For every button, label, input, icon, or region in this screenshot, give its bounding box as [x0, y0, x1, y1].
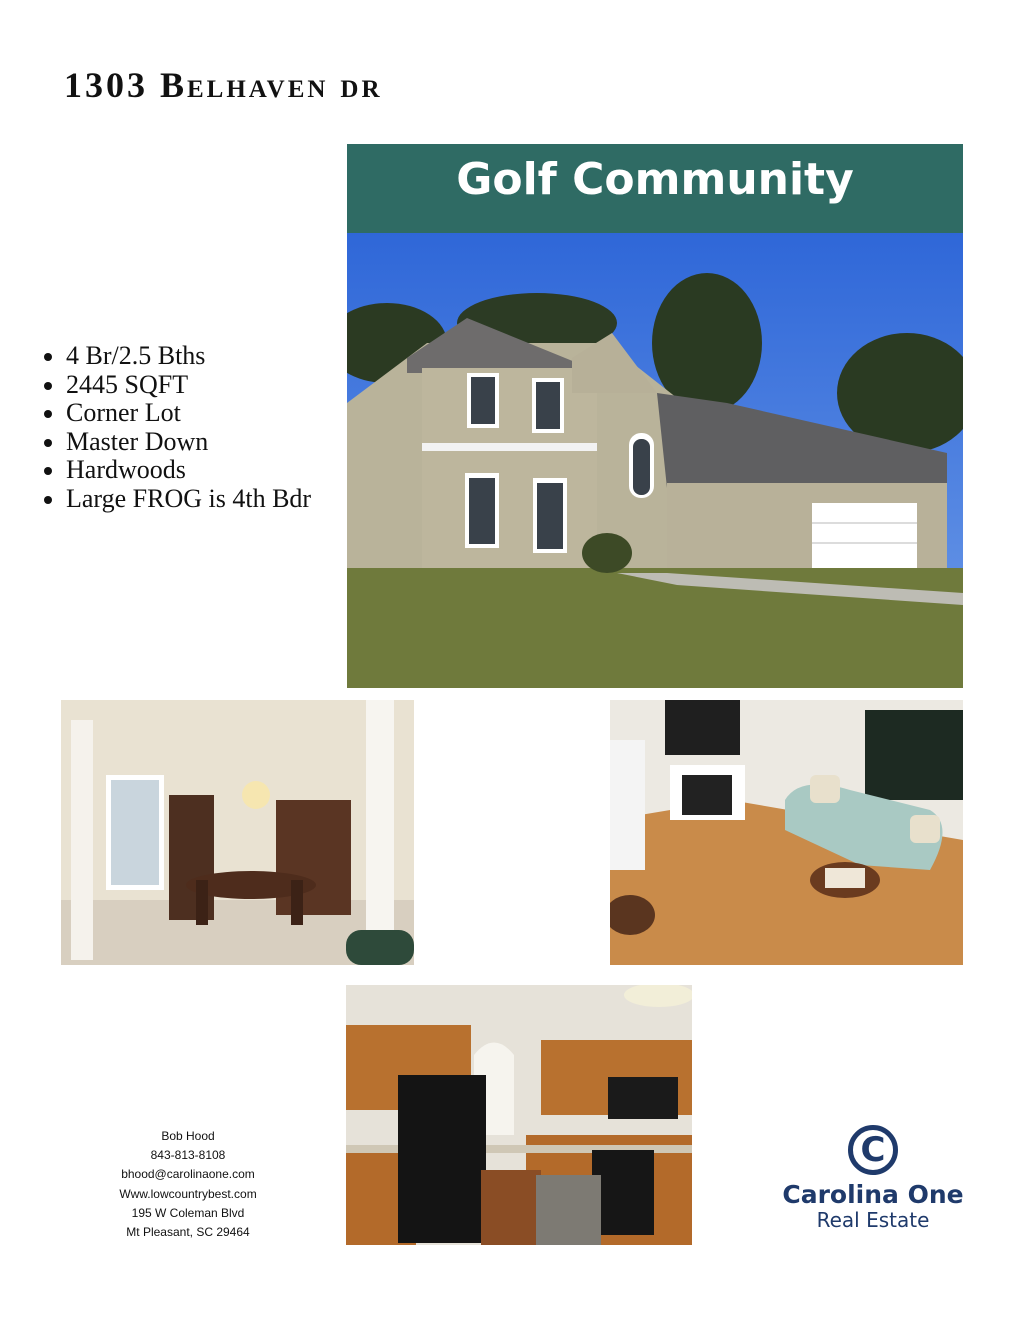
- logo-name: Carolina One: [782, 1180, 964, 1209]
- feature-item: • Corner Lot: [66, 399, 311, 428]
- feature-item: • 4 Br/2.5 Bths: [66, 342, 311, 371]
- agent-contact-block: [108, 1127, 268, 1242]
- copyright-c-icon: C: [848, 1125, 898, 1175]
- property-address: 1303 Belhaven dr: [64, 65, 383, 105]
- agent-email: bhood@carolinaone.com: [121, 1167, 255, 1182]
- feature-list: [30, 342, 311, 513]
- living-room-photo: [610, 700, 963, 965]
- logo-subtitle: Real Estate: [816, 1208, 930, 1232]
- feature-item: • Master Down: [66, 428, 311, 457]
- feature-item: • Hardwoods: [66, 456, 311, 485]
- office-city: Mt Pleasant, SC 29464: [126, 1225, 250, 1240]
- office-street: 195 W Coleman Blvd: [131, 1205, 245, 1220]
- dining-room-photo: [61, 700, 414, 965]
- carolina-one-logo: [778, 1125, 968, 1231]
- agent-name: Bob Hood: [161, 1129, 215, 1143]
- feature-item: • Large FROG is 4th Bdr: [66, 485, 311, 514]
- feature-item: • 2445 SQFT: [66, 371, 311, 400]
- agent-phone: 843-813-8108: [150, 1148, 226, 1163]
- agent-website: Www.lowcountrybest.com: [119, 1186, 257, 1201]
- kitchen-photo: [346, 985, 692, 1245]
- golf-community-banner: Golf Community: [347, 144, 963, 233]
- house-exterior-photo: [347, 233, 963, 688]
